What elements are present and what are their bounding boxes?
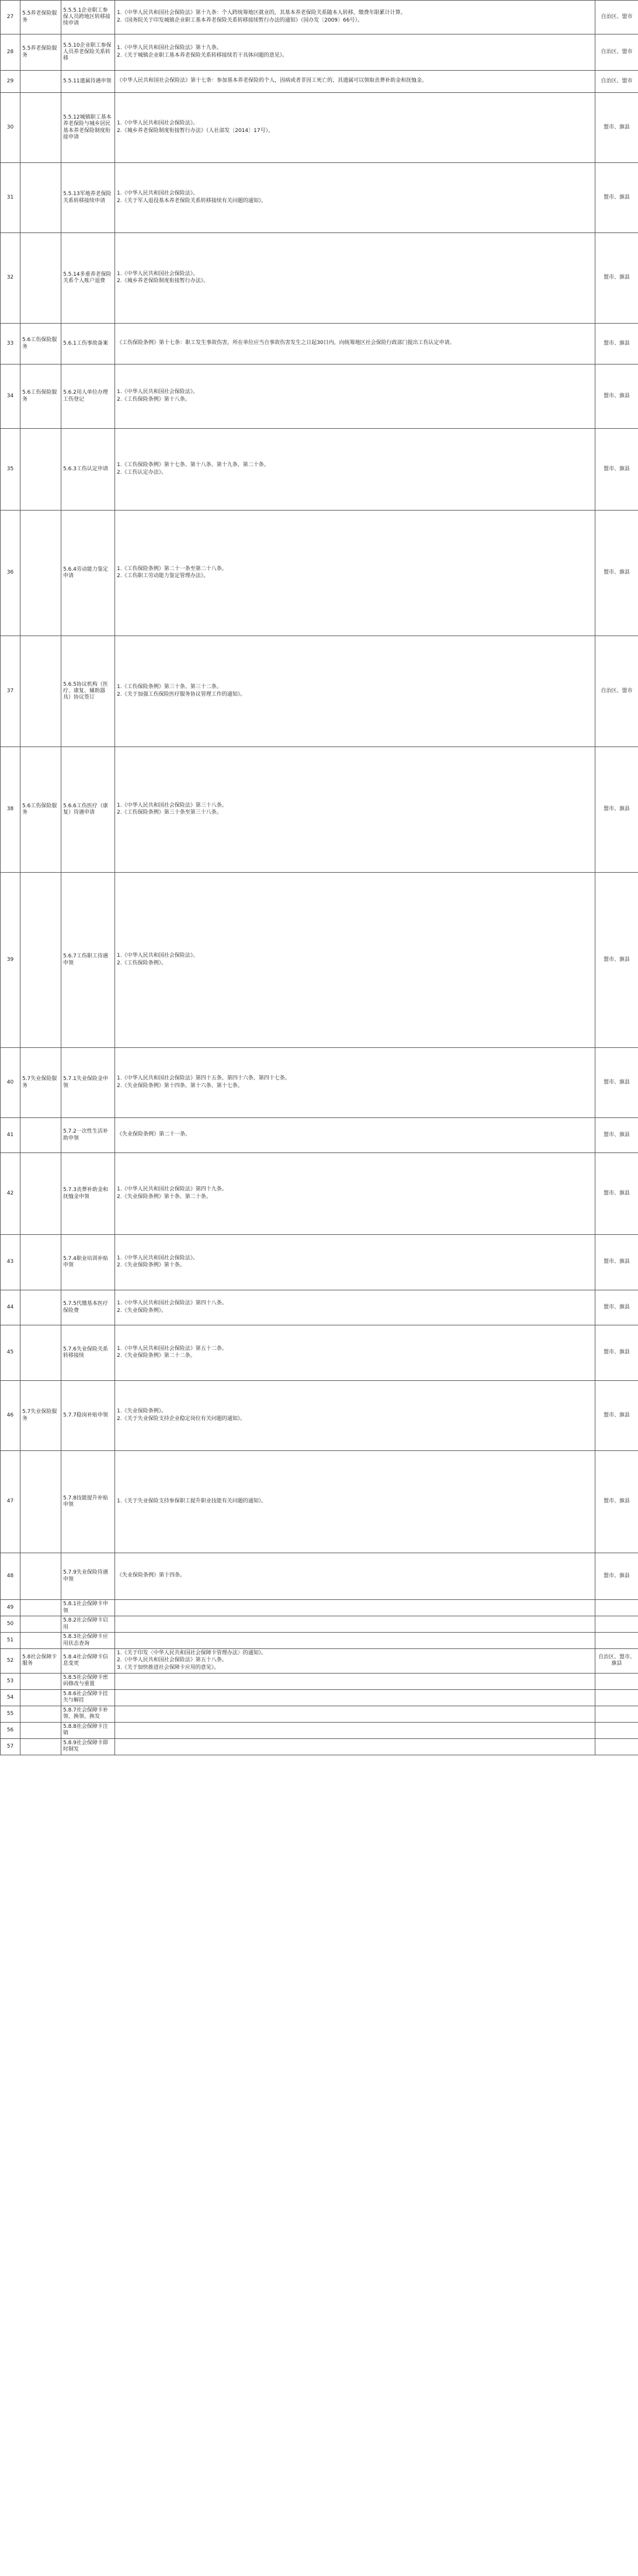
table-row — [1, 324, 638, 364]
row-number: 45 — [1, 1325, 20, 1381]
legal-basis-line: 1.《中华人民共和国社会保险法》第四十五条、第四十六条、第四十七条。 — [117, 1075, 290, 1082]
service-item — [20, 233, 61, 324]
service-item — [20, 1290, 61, 1325]
service-item: 5.6工伤保险服务 — [20, 364, 61, 429]
admin-level: 盟市、旗县 — [595, 429, 638, 511]
legal-basis-line: 1.《关于失业保险支持参保职工提升职业技能有关问题的通知》。 — [117, 1498, 267, 1504]
admin-level: 盟市、旗县 — [595, 1325, 638, 1381]
row-number: 44 — [1, 1290, 20, 1325]
admin-level: 盟市、旗县 — [595, 1451, 638, 1553]
service-subitem: 5.7.6失业保险关系转移接续 — [61, 1325, 115, 1381]
service-subitem: 5.7.8技能提升补贴申领 — [61, 1451, 115, 1553]
legal-basis-line: 2.《工伤认定办法》。 — [117, 469, 167, 475]
table-row — [1, 1706, 638, 1722]
legal-basis-line: 2.《关于失业保险支持企业稳定岗位有关问题的通知》。 — [117, 1415, 246, 1422]
legal-basis-cell — [115, 1738, 595, 1755]
legal-basis-line: 2.《失业保险条例》。 — [117, 1307, 167, 1314]
table-row — [1, 1616, 638, 1633]
service-subitem: 5.7.1失业保险金申领 — [61, 1048, 115, 1118]
admin-level: 盟市、旗县 — [595, 324, 638, 364]
row-number: 48 — [1, 1553, 20, 1600]
legal-basis-line: 1.《中华人民共和国社会保险法》。 — [117, 120, 199, 127]
legal-basis-line: 2.《工伤保险条例》。 — [117, 960, 167, 966]
admin-level: 盟市、旗县 — [595, 1290, 638, 1325]
service-item — [20, 1153, 61, 1235]
table-row — [1, 233, 638, 324]
service-item: 5.6工伤保险服务 — [20, 747, 61, 873]
table-row — [1, 511, 638, 636]
table-row — [1, 1649, 638, 1674]
table-row — [1, 747, 638, 873]
legal-basis-line: 1.《关于印发〈中华人民共和国社会保障卡管理办法〉的通知》。 — [117, 1650, 267, 1656]
table-row — [1, 1235, 638, 1290]
table-row — [1, 1, 638, 34]
row-number: 29 — [1, 71, 20, 93]
row-number: 57 — [1, 1738, 20, 1755]
legal-basis-line: 2.《城乡养老保险制度衔接暂行办法》（人社部发〔2014〕17号）。 — [117, 127, 273, 134]
table-row — [1, 1048, 638, 1118]
admin-level: 盟市、旗县 — [595, 511, 638, 636]
legal-basis-cell — [115, 93, 595, 163]
admin-level: 盟市、旗县 — [595, 1235, 638, 1290]
row-number: 37 — [1, 636, 20, 747]
service-subitem: 5.8.5社会保障卡密码修改与重置 — [61, 1673, 115, 1689]
legal-basis-line: 1.《中华人民共和国社会保险法》第十九条。 — [117, 45, 222, 51]
legal-basis-line: 2.《关于军人退役基本养老保险关系转移接续有关问题的通知》。 — [117, 197, 267, 204]
legal-basis-line: 1.《中华人民共和国社会保险法》第五十二条。 — [117, 1345, 227, 1352]
service-item — [20, 1673, 61, 1689]
legal-basis-cell — [115, 636, 595, 747]
legal-basis-cell — [115, 233, 595, 324]
row-number: 52 — [1, 1649, 20, 1674]
table-row — [1, 1118, 638, 1153]
legal-basis-cell — [115, 1235, 595, 1290]
legal-basis-cell — [115, 1381, 595, 1451]
table-row — [1, 93, 638, 163]
legal-basis-line: 《工伤保险条例》第十七条：职工发生事故伤害，所在单位应当自事故伤害发生之日起30日内，向统筹地区社会保险行政部门提出工伤认定申请。 — [117, 340, 455, 346]
legal-basis-line: 1.《工伤保险条例》第三十条、第三十二条。 — [117, 684, 222, 690]
service-subitem: 5.6.5协议机构（医疗、康复、辅助器具）协议签订 — [61, 636, 115, 747]
legal-basis-line: 2.《关于加强工伤保险医疗服务协议管理工作的通知》。 — [117, 691, 246, 697]
table-row — [1, 1673, 638, 1689]
service-subitem: 5.7.7稳岗补贴申领 — [61, 1381, 115, 1451]
legal-basis-line: 《失业保险条例》第二十一条。 — [117, 1131, 191, 1138]
legal-basis-line: 2.《工伤职工劳动能力鉴定管理办法》。 — [117, 573, 209, 579]
table-row — [1, 1451, 638, 1553]
admin-level: 盟市、旗县 — [595, 1118, 638, 1153]
service-subitem: 5.7.3丧葬补助金和抚恤金申领 — [61, 1153, 115, 1235]
service-subitem: 5.5.10企业职工参保人员养老保险关系转移 — [61, 34, 115, 71]
legal-basis-line: 1.《失业保险条例》。 — [117, 1408, 167, 1415]
legal-basis-cell — [115, 1118, 595, 1153]
service-subitem: 5.8.9社会保障卡即时制发 — [61, 1738, 115, 1755]
row-number: 42 — [1, 1153, 20, 1235]
legal-basis-cell — [115, 1689, 595, 1706]
service-item — [20, 1235, 61, 1290]
service-subitem: 5.6.4劳动能力鉴定申请 — [61, 511, 115, 636]
admin-level: 自治区、盟市 — [595, 71, 638, 93]
row-number: 36 — [1, 511, 20, 636]
admin-level: 自治区、盟市 — [595, 34, 638, 71]
legal-basis-line: 2.《工伤保险条例》第十八条。 — [117, 396, 190, 402]
legal-basis-line: 2.《工伤保险条例》第三十条至第三十八条。 — [117, 810, 222, 815]
table-row — [1, 1553, 638, 1600]
table-row — [1, 1600, 638, 1616]
admin-level — [595, 1689, 638, 1706]
service-item — [20, 1553, 61, 1600]
service-subitem: 5.6.7工伤职工待遇申领 — [61, 873, 115, 1048]
legal-basis-cell — [115, 747, 595, 873]
service-subitem: 5.5.12城镇职工基本养老保险与城乡居民基本养老保险制度衔接申请 — [61, 93, 115, 163]
table-row — [1, 1290, 638, 1325]
admin-level: 盟市、旗县 — [595, 1153, 638, 1235]
admin-level — [595, 1706, 638, 1722]
admin-level: 自治区、盟市 — [595, 1, 638, 34]
service-subitem: 5.5.14多重养老保险关系个人账户退费 — [61, 233, 115, 324]
legal-basis-line: 1.《中华人民共和国社会保险法》。 — [117, 953, 199, 959]
legal-basis-line: 1.《中华人民共和国社会保险法》第三十八条。 — [117, 802, 227, 808]
service-subitem: 5.7.2一次性生活补助申领 — [61, 1118, 115, 1153]
legal-basis-cell — [115, 1, 595, 34]
row-number: 31 — [1, 163, 20, 233]
row-number: 55 — [1, 1706, 20, 1722]
service-item: 5.7失业保险服务 — [20, 1048, 61, 1118]
legal-basis-line: 1.《工伤保险条例》第十七条、第十八条、第十九条、第二十条。 — [117, 462, 269, 468]
service-item — [20, 873, 61, 1048]
service-item — [20, 163, 61, 233]
service-subitem: 5.6.2用人单位办理工伤登记 — [61, 364, 115, 429]
legal-basis-line: 2.《失业保险条例》第十条。 — [117, 1262, 185, 1268]
service-subitem: 5.8.2社会保障卡启用 — [61, 1616, 115, 1633]
row-number: 50 — [1, 1616, 20, 1633]
service-item — [20, 93, 61, 163]
admin-level: 盟市、旗县 — [595, 1048, 638, 1118]
row-number: 53 — [1, 1673, 20, 1689]
legal-basis-line: 2.《失业保险条例》第十四条、第十六条、第十七条。 — [117, 1082, 243, 1089]
admin-level: 盟市、旗县 — [595, 1553, 638, 1600]
row-number: 30 — [1, 93, 20, 163]
service-item — [20, 1689, 61, 1706]
table-row — [1, 1738, 638, 1755]
service-item — [20, 1616, 61, 1633]
legal-basis-line: 《失业保险条例》第十四条。 — [117, 1572, 186, 1579]
service-item: 5.8社会保障卡服务 — [20, 1649, 61, 1674]
service-item — [20, 429, 61, 511]
row-number: 38 — [1, 747, 20, 873]
service-item — [20, 1451, 61, 1553]
legal-basis-cell — [115, 1673, 595, 1689]
table-row — [1, 429, 638, 511]
legal-basis-line: 《中华人民共和国社会保险法》第十七条：参加基本养老保险的个人，因病或者非因工死亡的，其遗属可以领取丧葬补助金和抚恤金。 — [117, 78, 428, 84]
row-number: 56 — [1, 1722, 20, 1738]
service-subitem: 5.8.8社会保障卡注销 — [61, 1722, 115, 1738]
legal-basis-line: 1.《工伤保险条例》第二十一条至第二十八条。 — [117, 565, 227, 572]
service-subitem: 5.7.4职业培训补贴申领 — [61, 1235, 115, 1290]
legal-basis-cell — [115, 34, 595, 71]
legal-basis-line: 2.《城乡养老保险制度衔接暂行办法》。 — [117, 278, 209, 284]
service-subitem: 5.8.6社会保障卡挂失与解挂 — [61, 1689, 115, 1706]
table-row — [1, 1153, 638, 1235]
legal-basis-cell — [115, 1706, 595, 1722]
legal-basis-line: 2.《国务院关于印发城镇企业职工基本养老保险关系转移接续暂行办法的通知》（国办发〔2009〕66号）。 — [117, 17, 363, 23]
service-item — [20, 1706, 61, 1722]
table-row — [1, 636, 638, 747]
service-subitem: 5.8.3社会保障卡应用状态查询 — [61, 1633, 115, 1649]
legal-basis-cell — [115, 1290, 595, 1325]
admin-level: 盟市、旗县 — [595, 1381, 638, 1451]
legal-basis-cell — [115, 429, 595, 511]
row-number: 46 — [1, 1381, 20, 1451]
legal-basis-line: 1.《中华人民共和国社会保险法》。 — [117, 270, 199, 277]
service-item: 5.7失业保险服务 — [20, 1381, 61, 1451]
service-subitem: 5.8.1社会保障卡申领 — [61, 1600, 115, 1616]
admin-level: 盟市、旗县 — [595, 873, 638, 1048]
service-subitem: 5.7.5代缴基本医疗保险费 — [61, 1290, 115, 1325]
table-row — [1, 1689, 638, 1706]
legal-basis-cell — [115, 71, 595, 93]
admin-level: 自治区、盟市 — [595, 636, 638, 747]
service-item — [20, 1325, 61, 1381]
row-number: 34 — [1, 364, 20, 429]
service-subitem: 5.6.6工伤医疗（康复）待遇申请 — [61, 747, 115, 873]
table-row — [1, 163, 638, 233]
legal-basis-line: 1.《中华人民共和国社会保险法》。 — [117, 389, 199, 395]
legal-basis-cell — [115, 1451, 595, 1553]
table-row — [1, 1722, 638, 1738]
legal-basis-cell — [115, 1325, 595, 1381]
row-number: 47 — [1, 1451, 20, 1553]
row-number: 27 — [1, 1, 20, 34]
row-number: 28 — [1, 34, 20, 71]
table-row — [1, 71, 638, 93]
admin-level: 盟市、旗县 — [595, 163, 638, 233]
service-item: 5.5养老保险服务 — [20, 1, 61, 34]
service-item — [20, 1633, 61, 1649]
service-subitem: 5.6.1工伤事故备案 — [61, 324, 115, 364]
service-item — [20, 71, 61, 93]
legal-basis-cell — [115, 1600, 595, 1616]
legal-basis-line: 1.《中华人民共和国社会保险法》第十九条：个人跨统筹地区就业的，其基本养老保险关系随本人转移，缴费年限累计计算。 — [117, 10, 406, 16]
row-number: 51 — [1, 1633, 20, 1649]
legal-basis-line: 2.《失业保险条例》第十条、第二十条。 — [117, 1193, 211, 1200]
row-number: 33 — [1, 324, 20, 364]
admin-level — [595, 1722, 638, 1738]
legal-basis-line: 2.《失业保险条例》第二十二条。 — [117, 1353, 196, 1359]
legal-basis-cell — [115, 1633, 595, 1649]
row-number: 32 — [1, 233, 20, 324]
admin-level — [595, 1616, 638, 1633]
service-item — [20, 1738, 61, 1755]
service-subitem: 5.8.7社会保障卡补领、换领、换发 — [61, 1706, 115, 1722]
admin-level — [595, 1633, 638, 1649]
service-subitem: 5.8.4社会保障卡信息变更 — [61, 1649, 115, 1674]
row-number: 41 — [1, 1118, 20, 1153]
legal-basis-line: 1.《中华人民共和国社会保险法》第四十八条。 — [117, 1300, 227, 1307]
legal-basis-cell — [115, 511, 595, 636]
row-number: 39 — [1, 873, 20, 1048]
legal-basis-cell — [115, 1048, 595, 1118]
row-number: 40 — [1, 1048, 20, 1118]
legal-basis-line: 3.《关于加快推进社会保障卡应用的意见》。 — [117, 1664, 220, 1671]
legal-basis-cell — [115, 1553, 595, 1600]
service-subitem: 5.5.11遗属待遇申领 — [61, 71, 115, 93]
table-row — [1, 873, 638, 1048]
admin-level: 盟市、旗县 — [595, 364, 638, 429]
service-subitem: 5.5.13军地养老保险关系转移接续申请 — [61, 163, 115, 233]
service-item — [20, 1118, 61, 1153]
legal-basis-cell — [115, 873, 595, 1048]
service-item — [20, 1722, 61, 1738]
legal-basis-cell — [115, 324, 595, 364]
admin-level: 盟市、旗县 — [595, 93, 638, 163]
table-row — [1, 1381, 638, 1451]
legal-basis-line: 1.《中华人民共和国社会保险法》。 — [117, 190, 199, 197]
admin-level: 自治区、盟市、旗县 — [595, 1649, 638, 1674]
row-number: 49 — [1, 1600, 20, 1616]
legal-basis-cell — [115, 1649, 595, 1674]
row-number: 54 — [1, 1689, 20, 1706]
service-item — [20, 636, 61, 747]
legal-basis-cell — [115, 364, 595, 429]
service-subitem: 5.6.3工伤认定申请 — [61, 429, 115, 511]
service-item: 5.6工伤保险服务 — [20, 324, 61, 364]
service-item — [20, 1600, 61, 1616]
legal-basis-cell — [115, 1153, 595, 1235]
row-number: 35 — [1, 429, 20, 511]
admin-level — [595, 1600, 638, 1616]
legal-basis-line: 2.《关于城镇企业职工基本养老保险关系转移接续若干具体问题的意见》。 — [117, 52, 288, 58]
legal-basis-cell — [115, 1616, 595, 1633]
legal-basis-cell — [115, 1722, 595, 1738]
table-row — [1, 34, 638, 71]
service-item — [20, 511, 61, 636]
service-subitem: 5.5.5.1企业职工参保人员跨地区转移接续申请 — [61, 1, 115, 34]
table-row — [1, 1633, 638, 1649]
legal-basis-line: 2.《中华人民共和国社会保险法》第五十八条。 — [117, 1657, 227, 1664]
admin-level — [595, 1738, 638, 1755]
service-item: 5.5养老保险服务 — [20, 34, 61, 71]
legal-basis-cell — [115, 163, 595, 233]
admin-level: 盟市、旗县 — [595, 233, 638, 324]
legal-basis-line: 1.《中华人民共和国社会保险法》。 — [117, 1255, 199, 1261]
row-number: 43 — [1, 1235, 20, 1290]
table-row — [1, 1325, 638, 1381]
admin-level — [595, 1673, 638, 1689]
legal-basis-line: 1.《中华人民共和国社会保险法》第四十九条。 — [117, 1186, 227, 1193]
service-subitem: 5.7.9失业保险待遇申领 — [61, 1553, 115, 1600]
table-row — [1, 364, 638, 429]
admin-level: 盟市、旗县 — [595, 747, 638, 873]
